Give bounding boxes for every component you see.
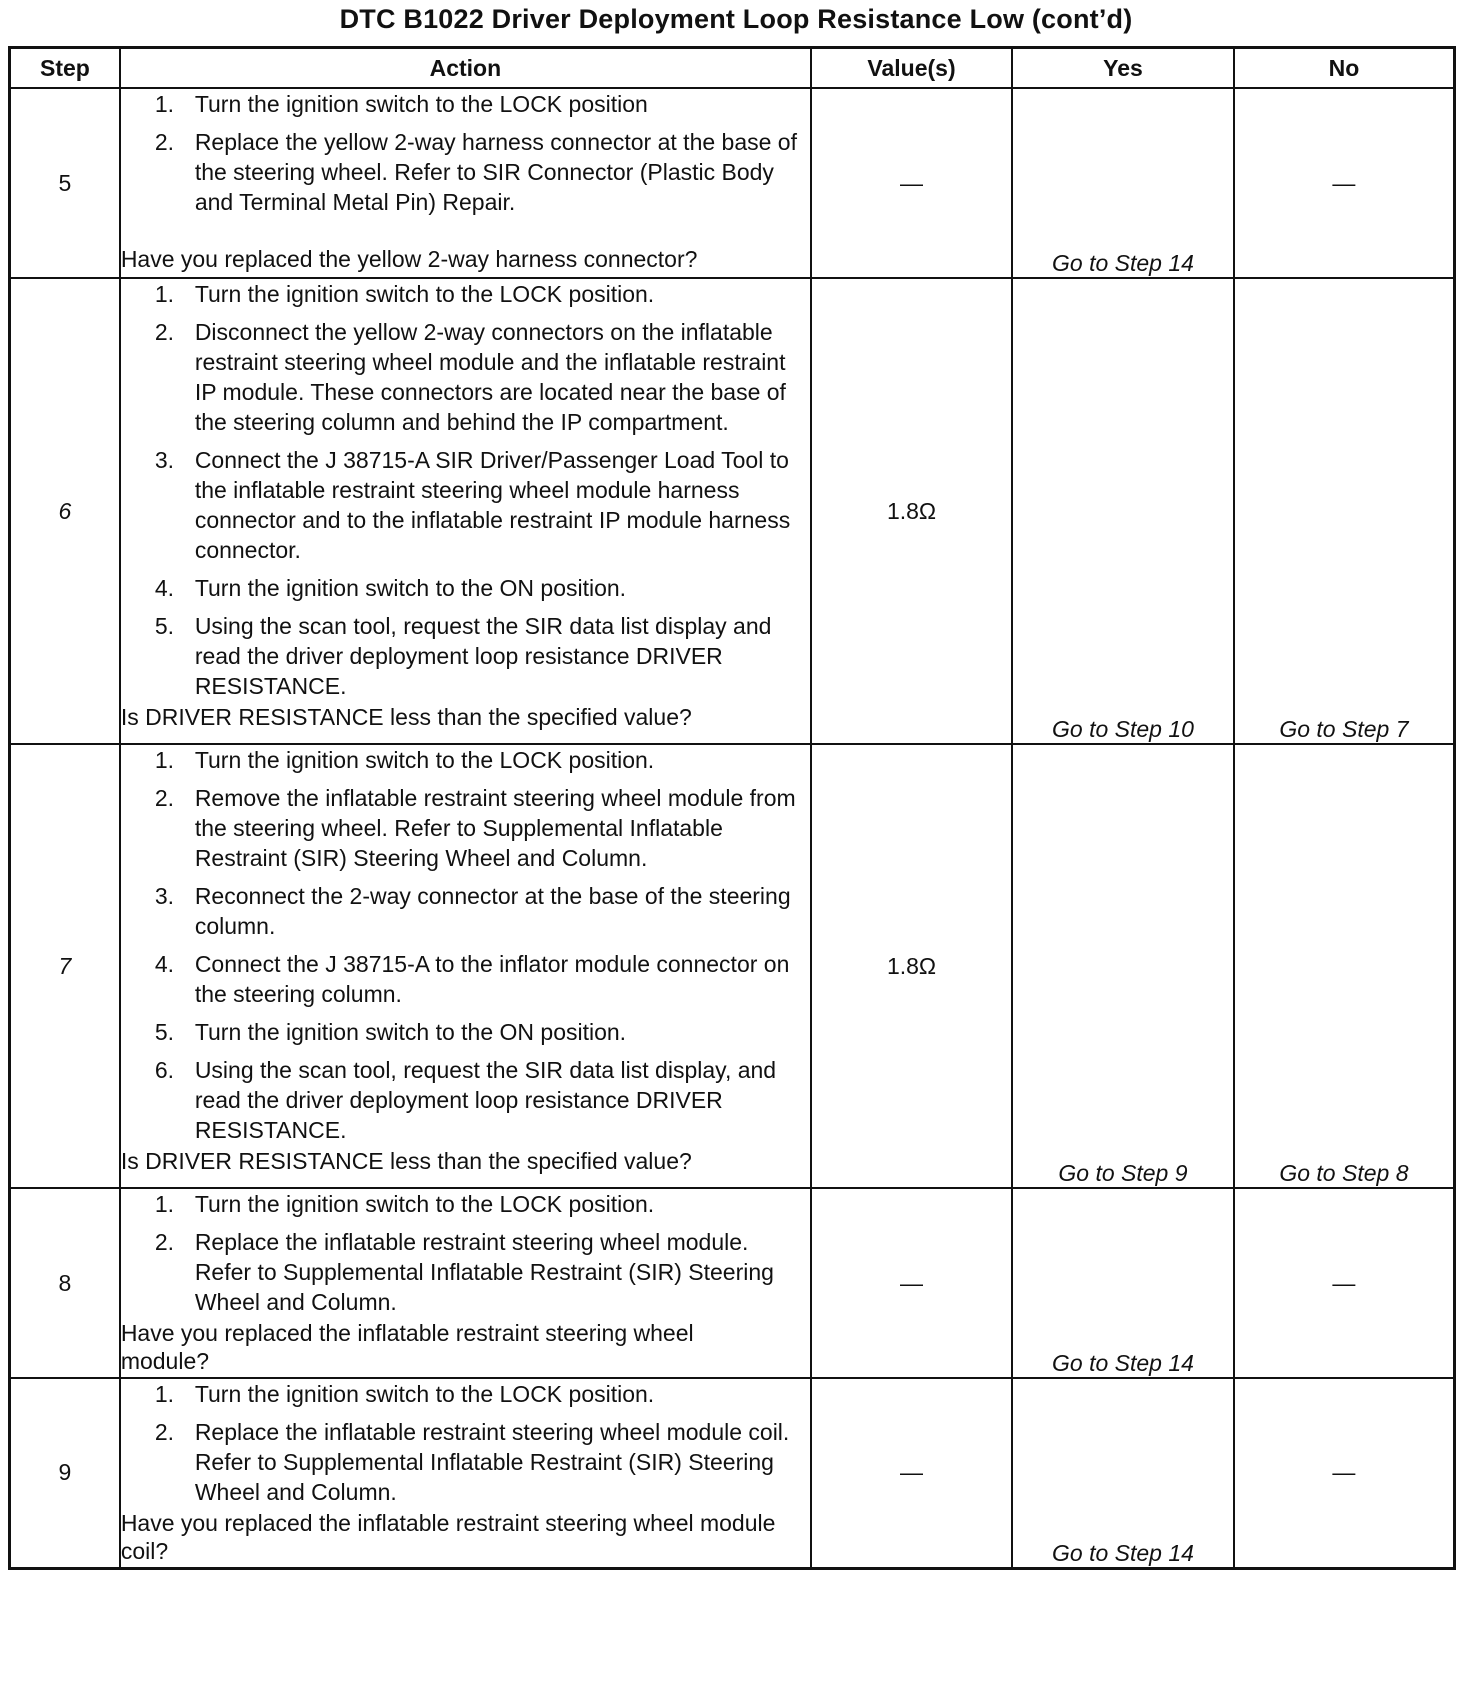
no-outcome: Go to Step 8 [1234,744,1455,1188]
no-outcome: — [1234,88,1455,278]
value-cell: — [811,1378,1012,1568]
header-values: Value(s) [811,48,1012,89]
yes-outcome: Go to Step 9 [1012,744,1234,1188]
list-item: 1. Turn the ignition switch to the LOCK position. [154,1381,655,1407]
value-cell: 1.8Ω [811,278,1012,744]
step-number: 9 [10,1378,120,1568]
value-cell: — [811,1188,1012,1378]
list-item: 2. Replace the inflatable restraint steering wheel module coil. Refer to Supplemental Inflatable Restraint (SIR) Steering Wheel and Column. [154,1419,790,1505]
action-cell [120,1188,811,1378]
step-number: 7 [10,744,120,1188]
action-cell [120,744,811,1188]
table-row [10,1378,1455,1568]
question-text: Is DRIVER RESISTANCE less than the specified value? [120,1148,692,1174]
list-item: 5. Turn the ignition switch to the ON position. [154,1019,627,1045]
table-row [10,744,1455,1188]
no-outcome: — [1234,1378,1455,1568]
question-text: Is DRIVER RESISTANCE less than the specified value? [120,704,692,730]
yes-outcome: Go to Step 14 [1012,88,1234,278]
list-item: 4. Connect the J 38715-A to the inflator module connector on the steering column. [154,951,790,1007]
value-cell: — [811,88,1012,278]
header-step: Step [10,48,120,89]
table-row [10,88,1455,278]
diagnostic-table [8,46,1456,1570]
list-item: 4. Turn the ignition switch to the ON position. [154,575,627,601]
list-item: 1. Turn the ignition switch to the LOCK position. [154,1191,655,1217]
list-item: 6. Using the scan tool, request the SIR data list display, and read the driver deployment loop resistance DRIVER RESISTANCE. [154,1057,777,1143]
header-no: No [1234,48,1455,89]
yes-outcome: Go to Step 14 [1012,1188,1234,1378]
list-item: 5. Using the scan tool, request the SIR data list display and read the driver deployment loop resistance DRIVER RESISTANCE. [154,613,772,699]
list-item: 1. Turn the ignition switch to the LOCK position [154,91,648,117]
action-cell [120,88,811,278]
question-text: Have you replaced the inflatable restraint steering wheel module? [120,1320,694,1374]
list-item: 2. Remove the inflatable restraint steering wheel module from the steering wheel. Refer to Supplemental Inflatable Restraint (SIR) Steering Wheel and Column. [154,785,796,871]
table-row [10,1188,1455,1378]
list-item: 1. Turn the ignition switch to the LOCK position. [154,747,655,773]
header-yes: Yes [1012,48,1234,89]
no-outcome: — [1234,1188,1455,1378]
step-number: 8 [10,1188,120,1378]
table-row [10,278,1455,744]
action-cell [120,278,811,744]
list-item: 1. Turn the ignition switch to the LOCK position. [154,281,655,307]
table-header-row [10,48,1455,89]
list-item: 2. Replace the yellow 2-way harness connector at the base of the steering wheel. Refer to SIR Connector (Plastic Body and Terminal Metal Pin) Repair. [154,129,797,215]
step-number: 5 [10,88,120,278]
page-title: DTC B1022 Driver Deployment Loop Resistance Low (cont’d) [339,4,1133,34]
header-action: Action [120,48,811,89]
step-number: 6 [10,278,120,744]
list-item: 2. Replace the inflatable restraint steering wheel module. Refer to Supplemental Inflatable Restraint (SIR) Steering Wheel and Column. [154,1229,774,1315]
value-cell: 1.8Ω [811,744,1012,1188]
yes-outcome: Go to Step 10 [1012,278,1234,744]
list-item: 2. Disconnect the yellow 2-way connectors on the inflatable restraint steering wheel module and the inflatable restraint IP module. These connectors are located near the base of the steering column and behind the IP compartment. [154,319,786,435]
yes-outcome: Go to Step 14 [1012,1378,1234,1568]
question-text: Have you replaced the inflatable restraint steering wheel module coil? [120,1510,776,1564]
question-text: Have you replaced the yellow 2-way harness connector? [120,246,698,272]
list-item: 3. Connect the J 38715-A SIR Driver/Passenger Load Tool to the inflatable restraint steering wheel module harness connector and to the inflatable restraint IP module harness connector. [154,447,791,563]
action-cell [120,1378,811,1568]
list-item: 3. Reconnect the 2-way connector at the base of the steering column. [154,883,791,939]
no-outcome: Go to Step 7 [1234,278,1455,744]
